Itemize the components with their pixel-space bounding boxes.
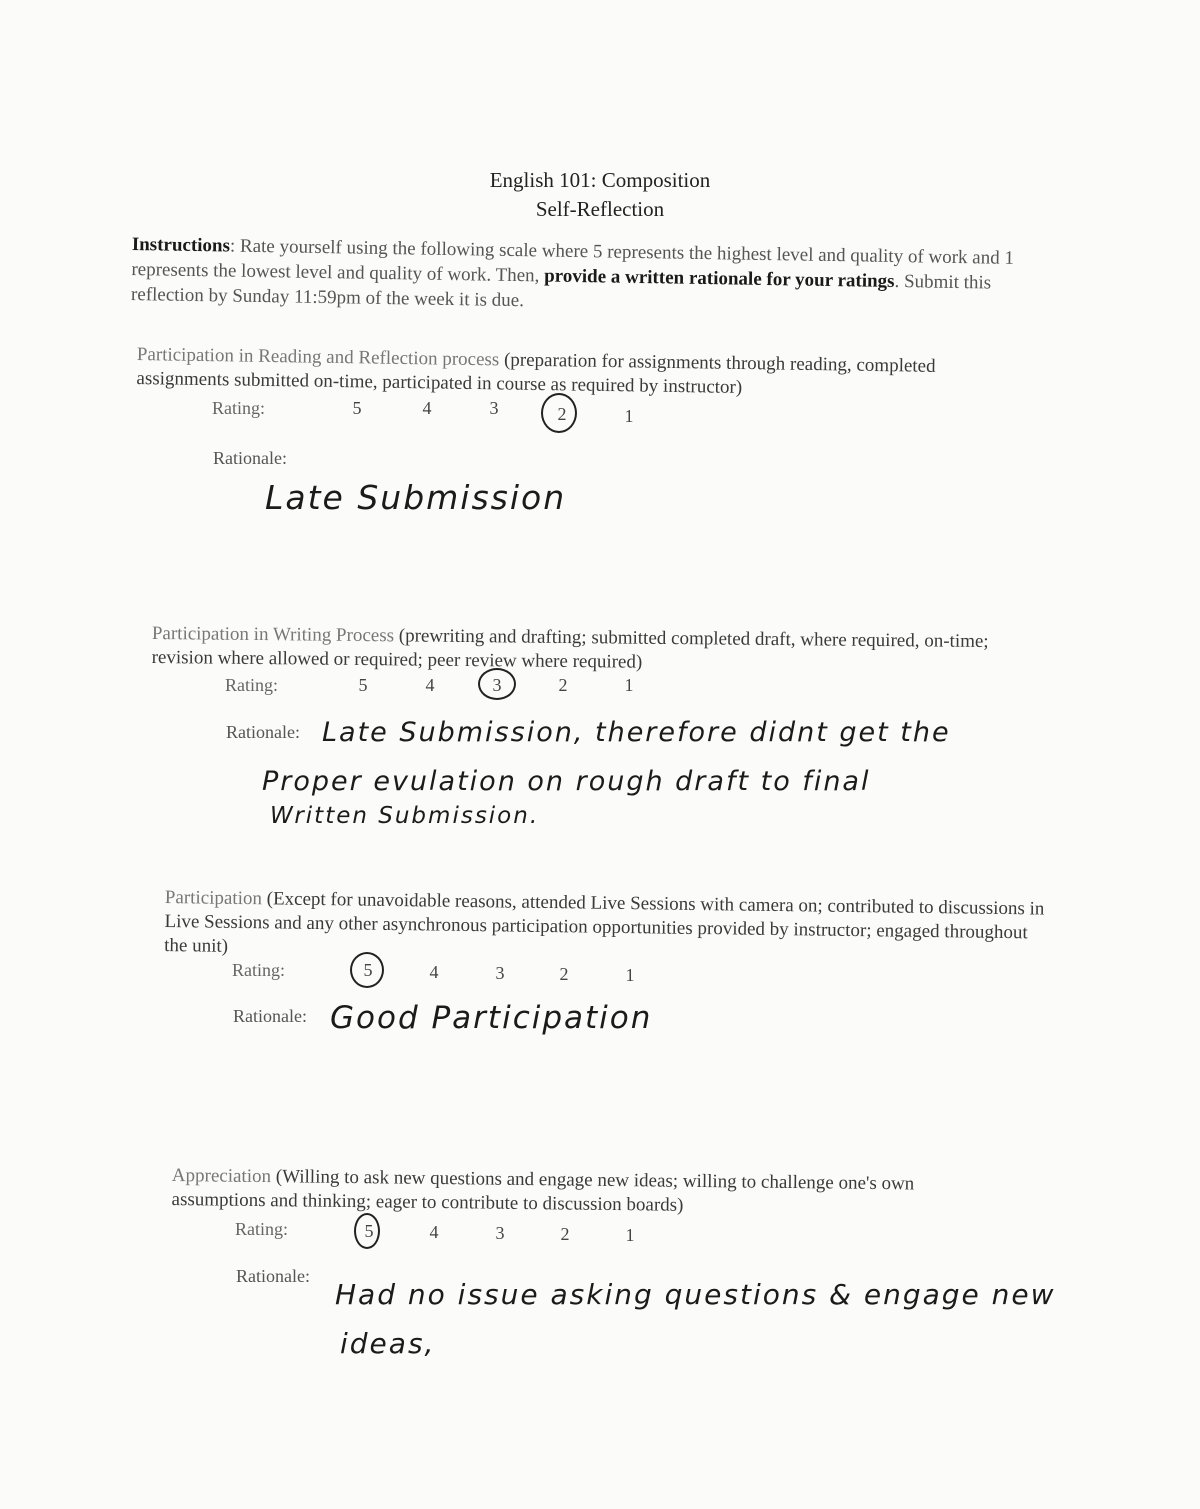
rating-option-1[interactable]: 1 [624,406,634,426]
instructions-paragraph [131,232,1067,322]
rating-option-1[interactable]: 1 [625,1225,635,1245]
handwritten-rationale-line: ideas, [340,1327,436,1360]
section-name: Participation in Reading and Reflection process [136,343,500,371]
rationale-label: Rationale: [236,1266,310,1286]
rating-option-3[interactable]: 3 [495,1223,505,1243]
rationale-label: Rationale: [213,448,287,468]
rating-option-3[interactable]: 3 [489,398,499,418]
document-subtitle: Self-Reflection [535,197,665,221]
rating-label: Rating: [232,960,285,980]
section-writing-process [152,622,1042,679]
rating-option-4[interactable]: 4 [429,1222,439,1242]
selected-rating-circle [541,393,577,433]
handwritten-rationale-line: Good Participation [330,1000,653,1036]
instructions-text-2: . Submit this reflection by Sunday 11:59pm of the week it is due. [130,270,992,312]
instructions-lead: Instructions [131,233,231,257]
rating-label: Rating: [212,398,265,418]
rating-option-5[interactable]: 5 [352,398,362,418]
rating-label: Rating: [225,675,278,695]
handwritten-rationale-line: Late Submission [265,478,567,517]
handwritten-rationale-line: Written Submission. [270,803,540,829]
section-description: (preparation for assignments through reading, completed assignments submitted on-time, participated in course as required by instructor) [136,349,936,398]
rating-option-2[interactable]: 2 [559,964,569,984]
rating-option-1[interactable]: 1 [625,965,635,985]
rating-option-4[interactable]: 4 [422,398,432,418]
rating-option-4[interactable]: 4 [425,675,435,695]
handwritten-rationale-line: Late Submission, therefore didnt get the [322,717,951,748]
rationale-label: Rationale: [233,1006,307,1026]
section-description: (Willing to ask new questions and engage new ideas; willing to challenge one's own assumptions and thinking; eager to contribute to discussion boards) [171,1166,915,1216]
section-name: Participation [164,886,263,910]
handwritten-rationale-line: Proper evulation on rough draft to final [262,766,871,797]
document-title: English 101: Composition [489,168,711,192]
rating-option-5[interactable]: 5 [363,960,373,980]
section-name: Participation in Writing Process [151,622,395,647]
section-name: Appreciation [171,1164,272,1188]
section-participation [164,886,1045,970]
rating-option-2[interactable]: 2 [558,675,568,695]
rating-option-5[interactable]: 5 [364,1221,374,1241]
rating-option-2[interactable]: 2 [560,1224,570,1244]
section-appreciation [171,1164,1001,1221]
section-description: (prewriting and drafting; submitted completed draft, where required, on-time; revision where allowed or required; peer review where required) [151,625,989,673]
rating-option-5[interactable]: 5 [358,675,368,695]
selected-rating-circle [354,1213,380,1249]
rating-option-3[interactable]: 3 [492,675,502,695]
rating-option-4[interactable]: 4 [429,962,439,982]
instructions-text-1: : Rate yourself using the following scale where 5 represents the highest level and quality of work and 1 represents the lowest level and quality of work. Then, [131,235,1015,287]
rating-label: Rating: [235,1219,288,1239]
handwritten-rationale-line: Had no issue asking questions & engage new [335,1278,1056,1311]
rating-option-1[interactable]: 1 [624,675,634,695]
selected-rating-circle [478,668,516,700]
rating-option-2[interactable]: 2 [557,404,567,424]
section-description: (Except for unavoidable reasons, attended Live Sessions with camera on; contributed to discussions in Live Sessions and any other asynchronous participation opportunities provided by instructor; engaged throughout the unit) [164,888,1045,957]
rating-option-3[interactable]: 3 [495,963,505,983]
selected-rating-circle [350,952,384,988]
instructions-bold: provide a written rationale for your ratings [543,265,895,292]
rationale-label: Rationale: [226,722,300,742]
